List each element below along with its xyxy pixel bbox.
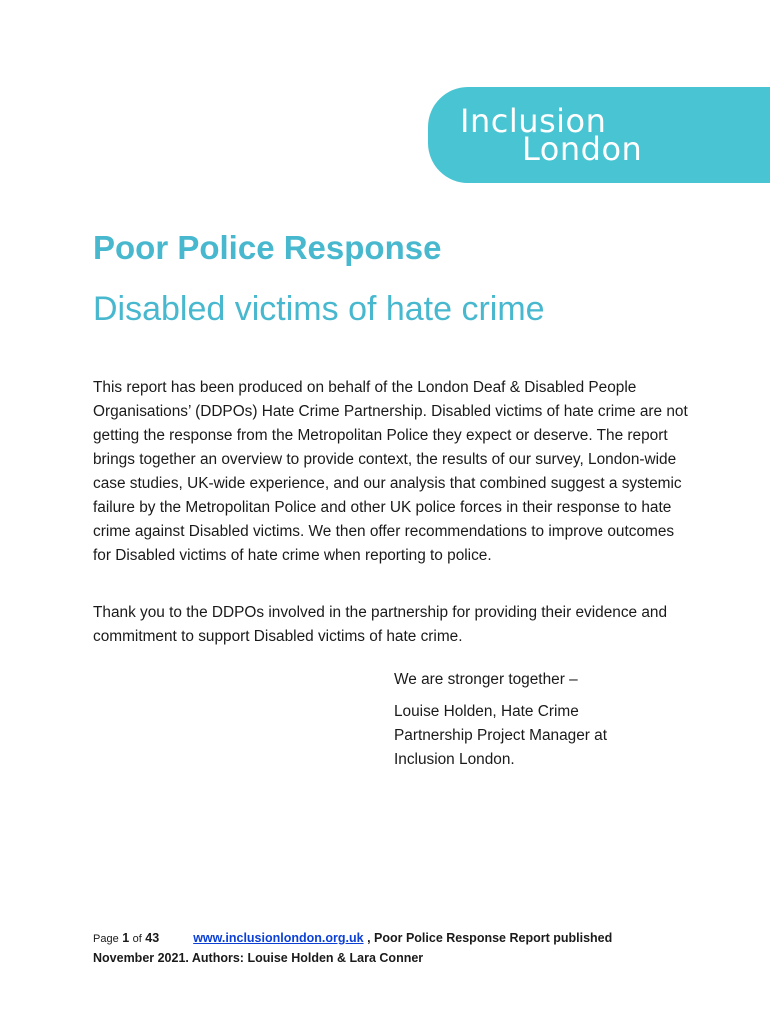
page-total: 43 bbox=[145, 931, 160, 945]
page-current: 1 bbox=[122, 931, 130, 945]
page-of: of bbox=[132, 933, 142, 945]
intro-paragraph: This report has been produced on behalf of the London Deaf & Disabled People Organisations’ (DDPOs) Hate Crime Partnership. Disabled victims of hate crime are not getting the response from the Metropolitan Police they expect or deserve. The report brings together an overview to provide context, the results of our survey, London-wide case studies, UK-wide experience, and our analysis that combined suggest a systemic failure by the Metropolitan Police and other UK police forces in their response to hate crime against Disabled victims. We then offer recommendations to improve outcomes for Disabled victims of hate crime when reporting to police. bbox=[93, 379, 688, 564]
page-label: Page bbox=[93, 933, 119, 945]
document-title: Poor Police Response bbox=[93, 229, 442, 266]
document-subtitle: Disabled victims of hate crime bbox=[93, 290, 545, 328]
website-link[interactable]: www.inclusionlondon.org.uk bbox=[193, 931, 364, 945]
page-footer bbox=[93, 929, 673, 968]
logo-text-line2: London bbox=[522, 130, 643, 168]
footer-text: , Poor Police Response Report published November 2021. Authors: Louise Holden & Lara Conner bbox=[93, 931, 613, 965]
signature: Louise Holden, Hate Crime Partnership Project Manager at Inclusion London. bbox=[394, 703, 608, 768]
inclusion-london-logo bbox=[428, 87, 770, 183]
closing-line: We are stronger together – bbox=[394, 671, 578, 688]
thanks-paragraph: Thank you to the DDPOs involved in the partnership for providing their evidence and commitment to support Disabled victims of hate crime. bbox=[93, 604, 668, 645]
logo-text-line1: Inclusion bbox=[460, 102, 607, 140]
